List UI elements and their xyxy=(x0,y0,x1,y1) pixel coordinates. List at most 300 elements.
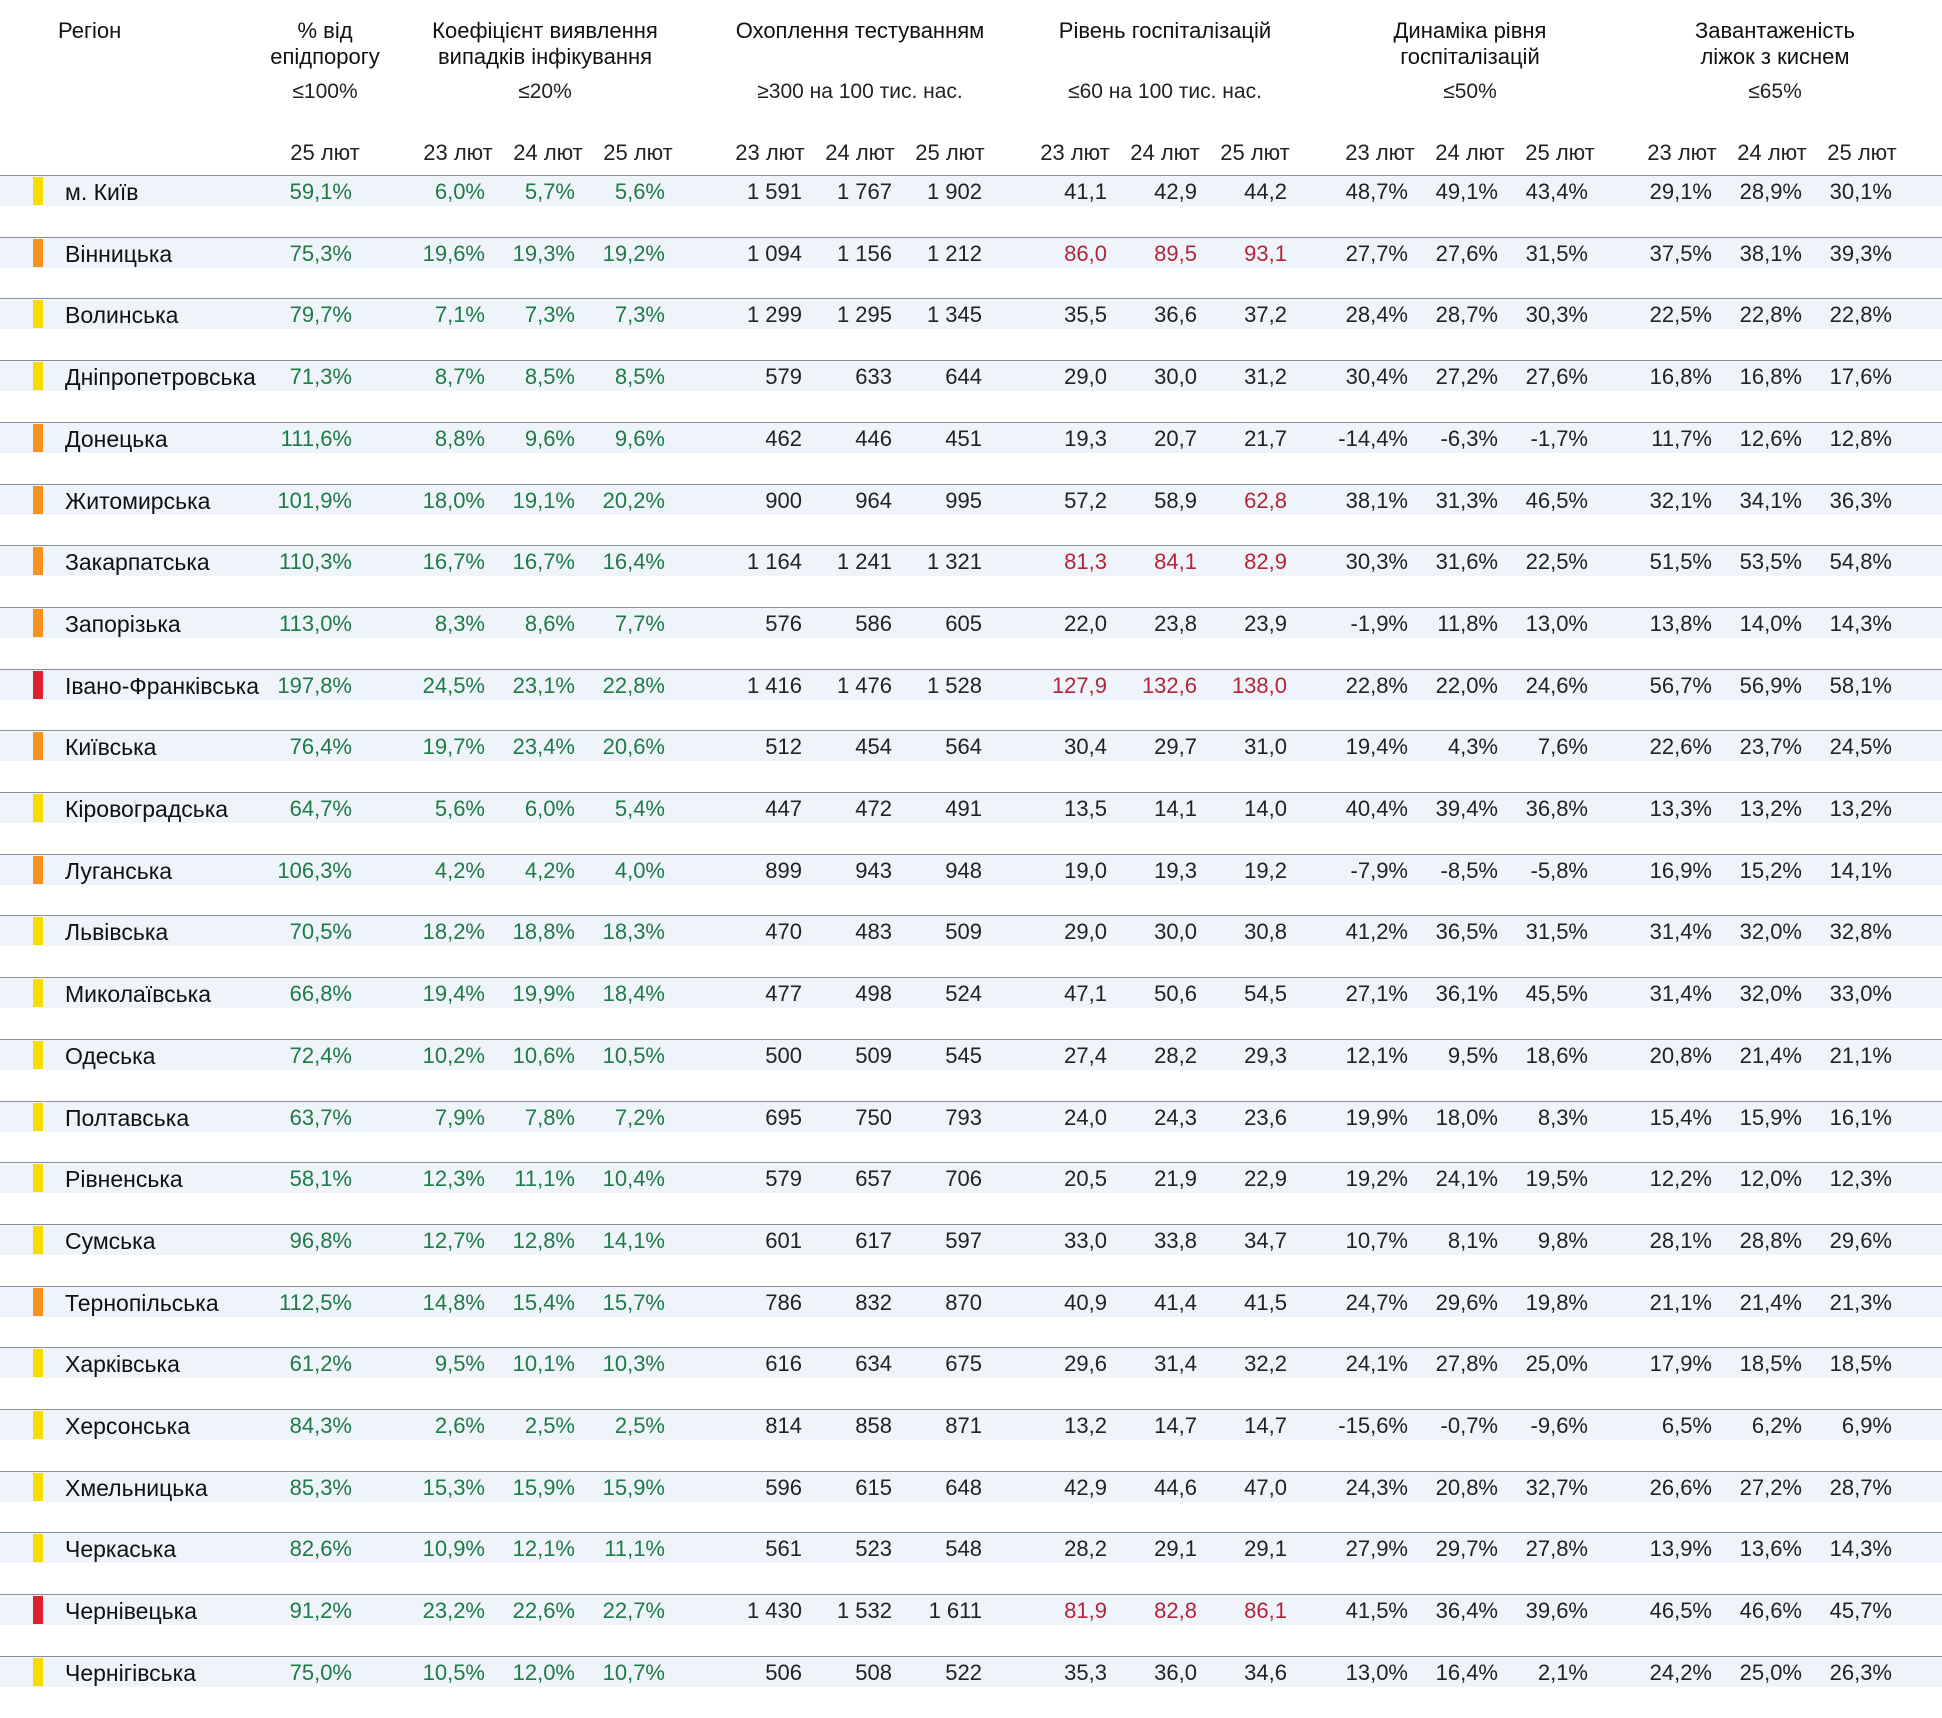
cell-hosp: 30,0 xyxy=(1154,364,1197,390)
cell-det: 5,6% xyxy=(614,179,665,204)
cell-oxy: 17,6% xyxy=(1829,364,1892,390)
cell-dyn: 9,8% xyxy=(1537,1227,1588,1253)
cell-det: 12,8% xyxy=(512,1227,575,1253)
cell-dyn: -1,9% xyxy=(1350,610,1408,636)
cell-oxy: 20,8% xyxy=(1649,1042,1712,1068)
zone-indicator xyxy=(33,486,43,514)
cell-hosp: 47,1 xyxy=(1064,981,1107,1007)
cell-oxy: 45,7% xyxy=(1829,1598,1892,1624)
table-row xyxy=(0,1101,1942,1163)
cell-test: 509 xyxy=(945,919,982,945)
cell-epi: 82,6% xyxy=(289,1536,352,1562)
cell-dyn: 31,6% xyxy=(1435,549,1498,575)
cell-dyn: 45,5% xyxy=(1525,981,1588,1007)
cell-dyn: 18,6% xyxy=(1525,1042,1588,1068)
cell-hosp: 34,6 xyxy=(1244,1659,1287,1685)
cell-hosp: 20,5 xyxy=(1064,1166,1107,1192)
cell-hosp: 21,9 xyxy=(1154,1166,1197,1192)
cell-det: 8,8% xyxy=(434,425,485,451)
cell-dyn: 22,0% xyxy=(1435,672,1498,698)
cell-oxy: 12,0% xyxy=(1739,1166,1802,1192)
cell-det: 11,1% xyxy=(514,1166,575,1192)
cell-dyn: 30,3% xyxy=(1345,549,1408,575)
region-name: Чернівецька xyxy=(65,1598,197,1625)
cell-det: 9,5% xyxy=(434,1351,485,1377)
cell-dyn: 10,7% xyxy=(1345,1227,1408,1253)
zone-indicator xyxy=(33,732,43,760)
cell-hosp: 29,6 xyxy=(1064,1351,1107,1377)
cell-test: 1 164 xyxy=(746,549,802,575)
cell-hosp: 36,0 xyxy=(1154,1659,1197,1685)
cell-dyn: 40,4% xyxy=(1345,796,1408,821)
table-row xyxy=(0,298,1942,360)
cell-test: 832 xyxy=(855,1289,892,1315)
threshold-testing: ≥300 на 100 тис. нас. xyxy=(757,80,963,103)
cell-det: 19,2% xyxy=(602,240,665,266)
cell-dyn: 22,5% xyxy=(1525,549,1588,575)
date-epi-0: 25 лют xyxy=(290,140,360,165)
cell-hosp: 19,3 xyxy=(1154,857,1197,883)
cell-dyn: 36,5% xyxy=(1435,919,1498,945)
table-row xyxy=(0,1224,1942,1286)
cell-test: 1 476 xyxy=(836,672,892,698)
zone-indicator xyxy=(33,1226,43,1254)
cell-test: 657 xyxy=(855,1166,892,1192)
cell-hosp: 22,9 xyxy=(1244,1166,1287,1192)
cell-det: 15,9% xyxy=(512,1474,575,1500)
cell-det: 19,4% xyxy=(422,981,485,1007)
cell-test: 948 xyxy=(945,857,982,883)
cell-dyn: 41,2% xyxy=(1345,919,1408,945)
cell-dyn: 29,6% xyxy=(1435,1289,1498,1315)
cell-det: 20,2% xyxy=(602,487,665,513)
cell-test: 508 xyxy=(855,1659,892,1685)
cell-oxy: 13,8% xyxy=(1649,610,1712,636)
cell-hosp: 86,0 xyxy=(1064,240,1107,266)
cell-oxy: 27,2% xyxy=(1739,1474,1802,1500)
region-name: Житомирська xyxy=(65,487,211,514)
cell-hosp: 42,9 xyxy=(1154,179,1197,204)
cell-test: 586 xyxy=(855,610,892,636)
cell-oxy: 26,6% xyxy=(1649,1474,1712,1500)
region-name: Полтавська xyxy=(65,1104,190,1131)
cell-dyn: 27,9% xyxy=(1345,1536,1408,1562)
cell-hosp: 21,7 xyxy=(1244,425,1287,451)
zone-indicator xyxy=(33,1534,43,1562)
cell-test: 564 xyxy=(945,734,982,760)
cell-oxy: 6,2% xyxy=(1751,1413,1802,1438)
cell-epi: 75,3% xyxy=(289,240,352,266)
cell-oxy: 6,9% xyxy=(1841,1413,1892,1438)
cell-dyn: 28,7% xyxy=(1435,302,1498,328)
cell-test: 1 299 xyxy=(746,302,802,328)
cell-dyn: 7,6% xyxy=(1537,734,1588,760)
cell-hosp: 27,4 xyxy=(1064,1042,1107,1068)
cell-dyn: 27,8% xyxy=(1435,1351,1498,1377)
title-line: Коефіцієнт виявлення випадків інфікування xyxy=(432,18,658,69)
zone-indicator xyxy=(33,1288,43,1316)
cell-dyn: -14,4% xyxy=(1338,425,1408,451)
cell-dyn: 11,8% xyxy=(1437,610,1498,636)
table-row xyxy=(0,1594,1942,1656)
cell-test: 491 xyxy=(945,796,982,821)
cell-test: 500 xyxy=(765,1042,802,1068)
cell-test: 964 xyxy=(855,487,892,513)
cell-oxy: 13,3% xyxy=(1649,796,1712,821)
cell-test: 579 xyxy=(765,364,802,390)
cell-test: 634 xyxy=(855,1351,892,1377)
cell-test: 1 241 xyxy=(836,549,892,575)
cell-oxy: 21,1% xyxy=(1829,1042,1892,1068)
cell-oxy: 29,1% xyxy=(1649,179,1712,204)
table-row xyxy=(0,1532,1942,1594)
cell-dyn: 43,4% xyxy=(1525,179,1588,204)
cell-test: 561 xyxy=(765,1536,802,1562)
cell-test: 675 xyxy=(945,1351,982,1377)
cell-oxy: 34,1% xyxy=(1739,487,1802,513)
cell-dyn: 46,5% xyxy=(1525,487,1588,513)
zone-indicator xyxy=(33,856,43,884)
column-header-hosp-dyn xyxy=(1340,18,1600,70)
cell-oxy: 33,0% xyxy=(1829,981,1892,1007)
cell-epi: 113,0% xyxy=(279,610,352,636)
cell-test: 616 xyxy=(765,1351,802,1377)
cell-dyn: -0,7% xyxy=(1440,1413,1498,1438)
cell-det: 7,8% xyxy=(524,1104,575,1130)
cell-det: 9,6% xyxy=(614,425,665,451)
cell-test: 498 xyxy=(855,981,892,1007)
cell-dyn: 38,1% xyxy=(1345,487,1408,513)
title-line: % від епідпорогу xyxy=(270,18,380,69)
cell-det: 8,5% xyxy=(524,364,575,390)
cell-test: 524 xyxy=(945,981,982,1007)
title-line: Динаміка рівня госпіталізацій xyxy=(1393,18,1547,69)
cell-hosp: 23,8 xyxy=(1154,610,1197,636)
date-oxygen-0: 23 лют xyxy=(1647,140,1717,165)
cell-oxy: 16,8% xyxy=(1739,364,1802,390)
cell-test: 597 xyxy=(945,1227,982,1253)
region-name: Івано-Франківська xyxy=(65,672,260,699)
table-row xyxy=(0,1286,1942,1348)
cell-oxy: 21,4% xyxy=(1739,1289,1802,1315)
cell-det: 10,9% xyxy=(422,1536,485,1562)
cell-dyn: 36,8% xyxy=(1525,796,1588,821)
cell-det: 22,7% xyxy=(602,1598,665,1624)
cell-epi: 91,2% xyxy=(289,1598,352,1624)
cell-test: 858 xyxy=(855,1413,892,1438)
cell-oxy: 28,8% xyxy=(1739,1227,1802,1253)
cell-oxy: 13,2% xyxy=(1829,796,1892,821)
table-row xyxy=(0,484,1942,546)
cell-det: 18,8% xyxy=(512,919,575,945)
table-row xyxy=(0,175,1942,237)
zone-indicator xyxy=(33,1411,43,1439)
cell-det: 19,9% xyxy=(512,981,575,1007)
region-name: Харківська xyxy=(65,1351,180,1378)
cell-dyn: 28,4% xyxy=(1345,302,1408,328)
cell-hosp: 29,3 xyxy=(1244,1042,1287,1068)
cell-det: 8,6% xyxy=(524,610,575,636)
cell-oxy: 22,6% xyxy=(1649,734,1712,760)
column-header-epi xyxy=(245,18,405,70)
column-header-detection xyxy=(410,18,680,70)
cell-det: 10,6% xyxy=(512,1042,575,1068)
region-name: Хмельницька xyxy=(65,1474,208,1501)
threshold-hosp-dyn: ≤50% xyxy=(1443,80,1497,103)
cell-dyn: 48,7% xyxy=(1345,179,1408,204)
cell-dyn: 24,3% xyxy=(1345,1474,1408,1500)
zone-indicator xyxy=(33,547,43,575)
cell-epi: 66,8% xyxy=(289,981,352,1007)
cell-hosp: 14,7 xyxy=(1244,1413,1287,1438)
cell-det: 5,4% xyxy=(614,796,665,821)
cell-hosp: 14,0 xyxy=(1244,796,1287,821)
cell-hosp: 54,5 xyxy=(1244,981,1287,1007)
cell-test: 579 xyxy=(765,1166,802,1192)
cell-dyn: 27,1% xyxy=(1345,981,1408,1007)
cell-test: 750 xyxy=(855,1104,892,1130)
cell-det: 14,1% xyxy=(602,1227,665,1253)
cell-oxy: 32,0% xyxy=(1739,981,1802,1007)
cell-epi: 101,9% xyxy=(277,487,352,513)
cell-oxy: 23,7% xyxy=(1739,734,1802,760)
cell-det: 5,6% xyxy=(434,796,485,821)
cell-test: 596 xyxy=(765,1474,802,1500)
cell-test: 483 xyxy=(855,919,892,945)
cell-det: 6,0% xyxy=(524,796,575,821)
cell-dyn: -5,8% xyxy=(1530,857,1588,883)
cell-oxy: 46,6% xyxy=(1739,1598,1802,1624)
threshold-oxygen: ≤65% xyxy=(1748,80,1802,103)
table-header xyxy=(0,0,1942,175)
cell-epi: 84,3% xyxy=(289,1413,352,1438)
cell-det: 12,3% xyxy=(422,1166,485,1192)
cell-oxy: 12,8% xyxy=(1829,425,1892,451)
cell-det: 18,0% xyxy=(422,487,485,513)
cell-det: 10,2% xyxy=(422,1042,485,1068)
cell-dyn: 24,6% xyxy=(1525,672,1588,698)
zone-indicator xyxy=(33,979,43,1007)
cell-hosp: 30,4 xyxy=(1064,734,1107,760)
cell-oxy: 17,9% xyxy=(1649,1351,1712,1377)
cell-dyn: 19,5% xyxy=(1525,1166,1588,1192)
cell-oxy: 16,9% xyxy=(1649,857,1712,883)
cell-test: 446 xyxy=(855,425,892,451)
date-oxygen-1: 24 лют xyxy=(1737,140,1807,165)
cell-epi: 70,5% xyxy=(289,919,352,945)
date-testing-1: 24 лют xyxy=(825,140,895,165)
cell-det: 23,2% xyxy=(422,1598,485,1624)
cell-test: 576 xyxy=(765,610,802,636)
cell-dyn: -9,6% xyxy=(1530,1413,1588,1438)
zone-indicator xyxy=(33,917,43,945)
cell-oxy: 14,1% xyxy=(1829,857,1892,883)
zone-indicator xyxy=(33,671,43,699)
date-detection-0: 23 лют xyxy=(423,140,493,165)
zone-indicator xyxy=(33,1473,43,1501)
cell-det: 7,2% xyxy=(614,1104,665,1130)
zone-indicator xyxy=(33,1041,43,1069)
cell-hosp: 89,5 xyxy=(1154,240,1197,266)
cell-det: 9,6% xyxy=(524,425,575,451)
column-header-region: Регіон xyxy=(58,18,122,43)
cell-dyn: -1,7% xyxy=(1530,425,1588,451)
cell-hosp: 44,2 xyxy=(1244,179,1287,204)
cell-dyn: 27,6% xyxy=(1525,364,1588,390)
cell-epi: 61,2% xyxy=(289,1351,352,1377)
cell-det: 19,3% xyxy=(512,240,575,266)
cell-det: 6,0% xyxy=(434,179,485,204)
zone-indicator xyxy=(33,424,43,452)
region-name: Херсонська xyxy=(65,1413,191,1439)
cell-oxy: 36,3% xyxy=(1829,487,1892,513)
table-row xyxy=(0,1347,1942,1409)
cell-test: 1 416 xyxy=(746,672,802,698)
cell-hosp: 127,9 xyxy=(1051,672,1107,698)
cell-oxy: 31,4% xyxy=(1649,919,1712,945)
cell-det: 12,7% xyxy=(422,1227,485,1253)
cell-test: 870 xyxy=(945,1289,982,1315)
cell-hosp: 31,0 xyxy=(1244,734,1287,760)
cell-oxy: 12,6% xyxy=(1739,425,1802,451)
date-testing-2: 25 лют xyxy=(915,140,985,165)
cell-epi: 106,3% xyxy=(277,857,352,883)
zone-indicator xyxy=(33,1658,43,1686)
cell-det: 7,3% xyxy=(614,302,665,328)
date-hosp-2: 25 лют xyxy=(1220,140,1290,165)
table-row xyxy=(0,360,1942,422)
cell-det: 2,6% xyxy=(434,1413,485,1438)
cell-dyn: 24,1% xyxy=(1345,1351,1408,1377)
cell-det: 11,1% xyxy=(604,1536,665,1562)
cell-hosp: 62,8 xyxy=(1244,487,1287,513)
zone-indicator xyxy=(33,300,43,328)
cell-det: 12,1% xyxy=(512,1536,575,1562)
cell-oxy: 15,9% xyxy=(1739,1104,1802,1130)
cell-hosp: 19,3 xyxy=(1064,425,1107,451)
table-row xyxy=(0,545,1942,607)
cell-hosp: 19,2 xyxy=(1244,857,1287,883)
cell-hosp: 24,0 xyxy=(1064,1104,1107,1130)
cell-det: 4,0% xyxy=(614,857,665,883)
cell-det: 8,5% xyxy=(614,364,665,390)
cell-det: 7,7% xyxy=(614,610,665,636)
cell-test: 617 xyxy=(855,1227,892,1253)
cell-epi: 96,8% xyxy=(289,1227,352,1253)
cell-dyn: 19,9% xyxy=(1345,1104,1408,1130)
cell-test: 1 321 xyxy=(926,549,982,575)
table-row xyxy=(0,1039,1942,1101)
cell-hosp: 22,0 xyxy=(1064,610,1107,636)
cell-dyn: 30,3% xyxy=(1525,302,1588,328)
cell-hosp: 34,7 xyxy=(1244,1227,1287,1253)
region-name: Миколаївська xyxy=(65,981,212,1008)
cell-oxy: 28,9% xyxy=(1739,179,1802,204)
cell-hosp: 35,5 xyxy=(1064,302,1107,328)
cell-dyn: 13,0% xyxy=(1345,1659,1408,1685)
region-name: Черкаська xyxy=(65,1536,177,1563)
cell-test: 470 xyxy=(765,919,802,945)
table-row xyxy=(0,422,1942,484)
cell-oxy: 18,5% xyxy=(1739,1351,1802,1377)
table-row xyxy=(0,1409,1942,1471)
region-name: Одеська xyxy=(65,1042,156,1069)
cell-hosp: 40,9 xyxy=(1064,1289,1107,1315)
cell-dyn: 8,1% xyxy=(1447,1227,1498,1253)
cell-hosp: 28,2 xyxy=(1154,1042,1197,1068)
zone-indicator xyxy=(33,177,43,205)
cell-hosp: 30,8 xyxy=(1244,919,1287,945)
column-header-hosp: Рівень госпіталізацій xyxy=(1058,18,1272,43)
date-oxygen-2: 25 лют xyxy=(1827,140,1897,165)
cell-det: 10,5% xyxy=(422,1659,485,1685)
cell-hosp: 42,9 xyxy=(1064,1474,1107,1500)
date-hosp-0: 23 лют xyxy=(1040,140,1110,165)
cell-epi: 79,7% xyxy=(289,302,352,328)
cell-dyn: -15,6% xyxy=(1338,1413,1408,1438)
cell-hosp: 138,0 xyxy=(1231,672,1287,698)
cell-oxy: 39,3% xyxy=(1829,240,1892,266)
cell-test: 509 xyxy=(855,1042,892,1068)
cell-test: 477 xyxy=(765,981,802,1007)
cell-hosp: 29,0 xyxy=(1064,919,1107,945)
date-hosp-dyn-0: 23 лют xyxy=(1345,140,1415,165)
cell-test: 545 xyxy=(945,1042,982,1068)
cell-dyn: 30,4% xyxy=(1345,364,1408,390)
cell-dyn: 19,4% xyxy=(1345,734,1408,760)
cell-det: 10,1% xyxy=(512,1351,575,1377)
region-name: Кіровоградська xyxy=(65,796,229,822)
cell-det: 19,7% xyxy=(422,734,485,760)
cell-test: 633 xyxy=(855,364,892,390)
cell-oxy: 13,2% xyxy=(1739,796,1802,821)
cell-test: 644 xyxy=(945,364,982,390)
cell-hosp: 31,4 xyxy=(1154,1351,1197,1377)
cell-oxy: 13,6% xyxy=(1739,1536,1802,1562)
region-name: Волинська xyxy=(65,302,179,329)
cell-det: 10,7% xyxy=(602,1659,665,1685)
threshold-hosp: ≤60 на 100 тис. нас. xyxy=(1068,80,1262,103)
cell-oxy: 13,9% xyxy=(1649,1536,1712,1562)
cell-dyn: 39,6% xyxy=(1525,1598,1588,1624)
cell-oxy: 46,5% xyxy=(1649,1598,1712,1624)
cell-dyn: 49,1% xyxy=(1435,179,1498,204)
cell-epi: 85,3% xyxy=(289,1474,352,1500)
date-hosp-1: 24 лют xyxy=(1130,140,1200,165)
cell-hosp: 23,9 xyxy=(1244,610,1287,636)
cell-det: 16,7% xyxy=(512,549,575,575)
cell-dyn: 29,7% xyxy=(1435,1536,1498,1562)
cell-hosp: 84,1 xyxy=(1154,549,1197,575)
cell-dyn: -7,9% xyxy=(1350,857,1408,883)
cell-dyn: 36,4% xyxy=(1435,1598,1498,1624)
cell-dyn: 19,2% xyxy=(1345,1166,1408,1192)
region-name: Тернопільська xyxy=(65,1289,219,1316)
cell-oxy: 12,3% xyxy=(1829,1166,1892,1192)
region-name: Закарпатська xyxy=(65,549,210,576)
cell-dyn: 27,6% xyxy=(1435,240,1498,266)
cell-test: 706 xyxy=(945,1166,982,1192)
cell-oxy: 28,7% xyxy=(1829,1474,1892,1500)
table-row xyxy=(0,237,1942,299)
cell-test: 814 xyxy=(765,1413,802,1438)
cell-oxy: 31,4% xyxy=(1649,981,1712,1007)
cell-test: 793 xyxy=(945,1104,982,1130)
cell-oxy: 28,1% xyxy=(1649,1227,1712,1253)
cell-test: 648 xyxy=(945,1474,982,1500)
date-hosp-dyn-2: 25 лют xyxy=(1525,140,1595,165)
cell-hosp: 20,7 xyxy=(1154,425,1197,451)
